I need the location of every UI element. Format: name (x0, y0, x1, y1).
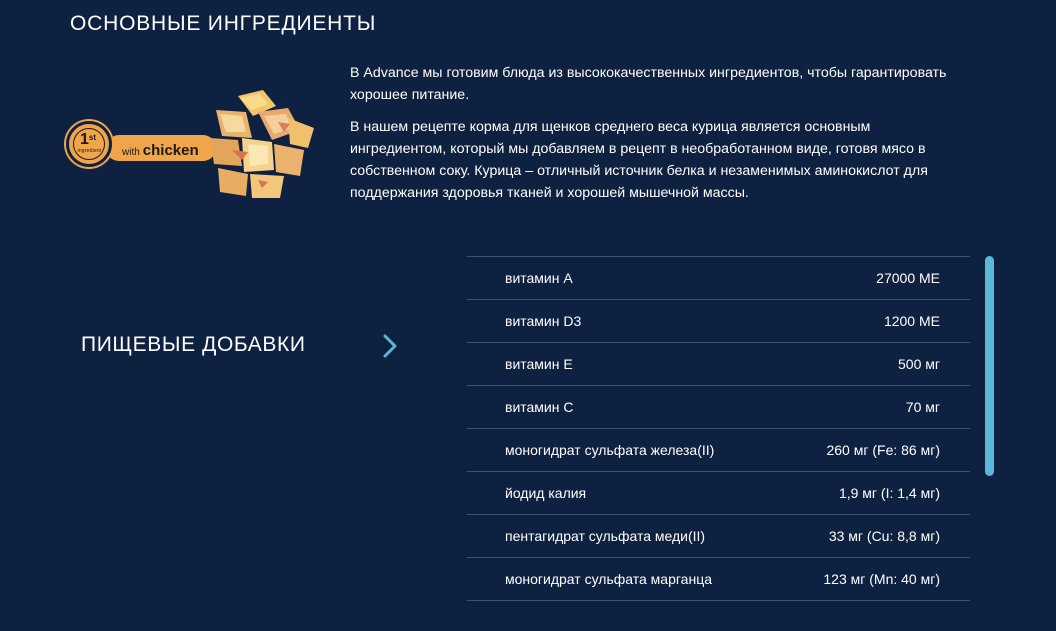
additive-name: моногидрат сульфата марганца (505, 571, 712, 587)
badge-caption: ingredient (77, 148, 102, 154)
additive-value: 1200 МЕ (883, 313, 940, 329)
table-row (467, 300, 970, 343)
additive-value: 1,9 мг (I: 1,4 мг) (838, 485, 940, 501)
additive-name: витамин Е (505, 356, 573, 372)
table-row (467, 257, 970, 300)
chicken-pieces-image (208, 88, 318, 200)
additive-value: 500 мг (898, 356, 940, 372)
scrollbar-thumb[interactable] (985, 256, 994, 476)
badge-with-text: with (122, 147, 140, 158)
badge-number: 1 (80, 131, 89, 148)
first-ingredient-badge (66, 88, 326, 203)
table-row (467, 343, 970, 386)
scrollbar[interactable] (985, 256, 994, 478)
ingredients-title: ОСНОВНЫЕ ИНГРЕДИЕНТЫ (70, 12, 377, 35)
additive-name: йодид калия (505, 485, 587, 501)
additive-value: 123 мг (Mn: 40 мг) (823, 571, 940, 587)
table-row (467, 472, 970, 515)
badge-ingredient-name: chicken (142, 142, 199, 159)
additive-name: витамин D3 (505, 313, 582, 329)
badge-suffix: st (88, 133, 97, 142)
intro-paragraph: В Advance мы готовим блюда из высококачественных ингредиентов, чтобы гарантировать хорошее питание. (350, 65, 947, 103)
table-row (467, 515, 970, 558)
table-row (467, 558, 970, 601)
table-row (467, 386, 970, 429)
additive-value: 70 мг (905, 399, 940, 415)
additive-name: моногидрат сульфата железа(II) (505, 442, 715, 458)
ingredients-description (350, 62, 970, 214)
recipe-paragraph: В нашем рецепте корма для щенков среднего веса курица является основным ингредиентом, который мы добавляем в рецепт в необработанном виде, готовя мясо в собственном соку. Курица – отличный источник белка и незаменимых аминокислот для поддержания здоровья тканей и хорошей мышечной массы. (350, 119, 928, 201)
additives-title: ПИЩЕВЫЕ ДОБАВКИ (81, 333, 306, 356)
badge-circle (66, 121, 112, 167)
table-row (467, 429, 970, 472)
additive-name: витамин А (505, 270, 573, 286)
additive-value: 27000 МЕ (876, 270, 940, 286)
additive-name: пентагидрат сульфата меди(II) (505, 528, 706, 544)
chevron-right-icon[interactable] (380, 333, 400, 359)
additive-value: 33 мг (Cu: 8,8 мг) (828, 528, 940, 544)
additive-name: витамин С (505, 399, 574, 415)
additive-value: 260 мг (Fe: 86 мг) (826, 442, 940, 458)
additives-table (467, 256, 970, 601)
